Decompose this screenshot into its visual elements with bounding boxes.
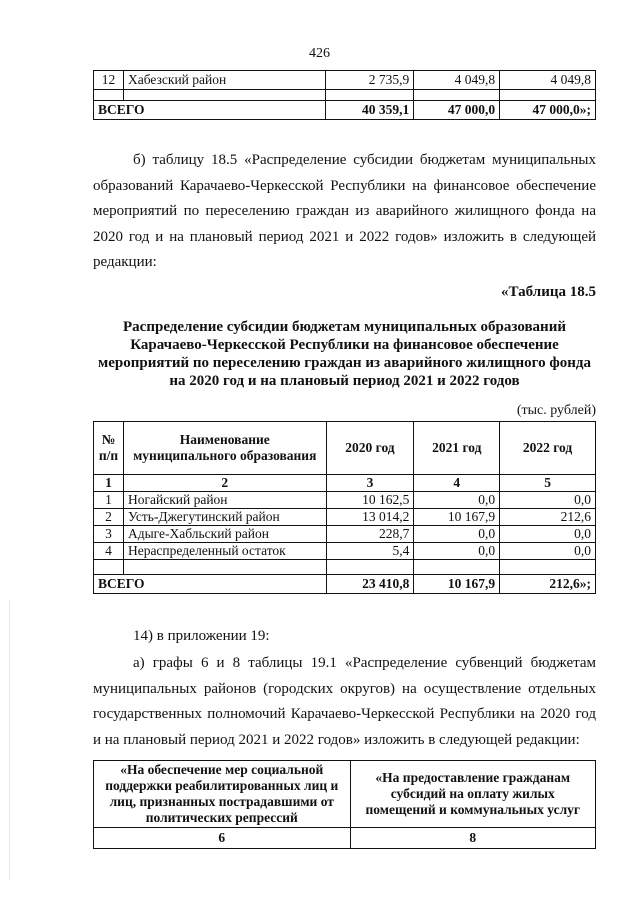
table-18-5: [93, 421, 596, 594]
value-2020: 5,4: [326, 543, 414, 560]
col-number: 4: [414, 475, 500, 492]
total-2021: 10 167,9: [414, 575, 500, 594]
value-2021: 0,0: [414, 543, 500, 560]
total-2020: 23 410,8: [326, 575, 414, 594]
row-number: 12: [94, 71, 124, 90]
value-2022: 0,0: [500, 543, 596, 560]
column-number-row: [94, 828, 596, 849]
total-row: [94, 575, 596, 594]
value-2020: 2 735,9: [326, 71, 414, 90]
paragraph-a: [93, 651, 596, 753]
col8-header: «На предоставление гражданам субсидий на оплату жилых помещений и коммунальных услуг: [350, 761, 595, 828]
total-2020: 40 359,1: [326, 101, 414, 120]
col6-header: «На обеспечение мер социальной поддержки реабилитированных лиц и лиц, признанных пострадавшими от политических репрессий: [94, 761, 351, 828]
page-number: 426: [309, 46, 330, 61]
value-2021: 10 167,9: [414, 509, 500, 526]
header-row: [94, 422, 596, 475]
col8-number: 8: [350, 828, 595, 849]
total-row: [94, 101, 596, 120]
table-row: [94, 71, 596, 90]
table-19-1-columns: [93, 760, 596, 849]
paragraph-a-text: а) графы 6 и 8 таблицы 19.1 «Распределение субвенций бюджетам муниципальных районов (городских округов) на осуществление отдельных государственных полномочий Карачаево-Черкесской Республики на 2020 год и на плановый период 2021 и 2022 годов» изложить в следующей редакции:: [93, 655, 596, 748]
col-number: 5: [500, 475, 596, 492]
value-2020: 13 014,2: [326, 509, 414, 526]
header-2022: 2022 год: [500, 422, 596, 475]
table-label: «Таблица 18.5: [501, 284, 596, 300]
column-number-row: [94, 475, 596, 492]
header-name: Наименование муниципального образования: [123, 422, 326, 475]
col-number: 3: [326, 475, 414, 492]
row-number: 4: [94, 543, 124, 560]
total-2022: 212,6»;: [500, 575, 596, 594]
paragraph-b-text: б) таблицу 18.5 «Распределение субсидии бюджетам муниципальных образований Карачаево-Черкесской Республики на финансовое обеспечение мероприятий по переселению граждан из аварийного жилищного фонда на 2020 год и на плановый период 2021 и 2022 годов» изложить в следующей редакции:: [93, 152, 596, 270]
continuation-table: [93, 70, 596, 120]
spacer-row: [94, 90, 596, 101]
row-name: Усть-Джегутинский район: [123, 509, 326, 526]
col-number: 1: [94, 475, 124, 492]
total-2021: 47 000,0: [414, 101, 500, 120]
row-name: Хабезский район: [123, 71, 326, 90]
paragraph-14: 14) в приложении 19:: [133, 628, 270, 644]
row-name: Нераспределенный остаток: [123, 543, 326, 560]
row-name: Ногайский район: [123, 492, 326, 509]
value-2022: 0,0: [500, 492, 596, 509]
spacer-row: [94, 560, 596, 575]
col6-number: 6: [94, 828, 351, 849]
header-row: [94, 761, 596, 828]
paragraph-b: [93, 148, 596, 276]
table-title: Распределение субсидии бюджетам муниципальных образований Карачаево-Черкесской Республики на финансовое обеспечение мероприятий по переселению граждан из аварийного жилищного фонда на 2020 год и на плановый период 2021 и 2022 годов: [98, 319, 591, 389]
row-name: Адыге-Хабльский район: [123, 526, 326, 543]
row-number: 3: [94, 526, 124, 543]
table-row: [94, 509, 596, 526]
value-2021: 4 049,8: [414, 71, 500, 90]
value-2021: 0,0: [414, 526, 500, 543]
header-num: № п/п: [94, 422, 124, 475]
value-2020: 228,7: [326, 526, 414, 543]
scan-edge-line: [9, 600, 10, 880]
value-2020: 10 162,5: [326, 492, 414, 509]
col-number: 2: [123, 475, 326, 492]
table-row: [94, 492, 596, 509]
row-number: 2: [94, 509, 124, 526]
row-number: 1: [94, 492, 124, 509]
value-2021: 0,0: [414, 492, 500, 509]
value-2022: 0,0: [500, 526, 596, 543]
total-2022: 47 000,0»;: [500, 101, 596, 120]
header-2021: 2021 год: [414, 422, 500, 475]
value-2022: 4 049,8: [500, 71, 596, 90]
total-label: ВСЕГО: [94, 101, 326, 120]
unit-note: (тыс. рублей): [516, 403, 596, 418]
table-row: [94, 543, 596, 560]
header-2020: 2020 год: [326, 422, 414, 475]
table-row: [94, 526, 596, 543]
value-2022: 212,6: [500, 509, 596, 526]
total-label: ВСЕГО: [94, 575, 327, 594]
